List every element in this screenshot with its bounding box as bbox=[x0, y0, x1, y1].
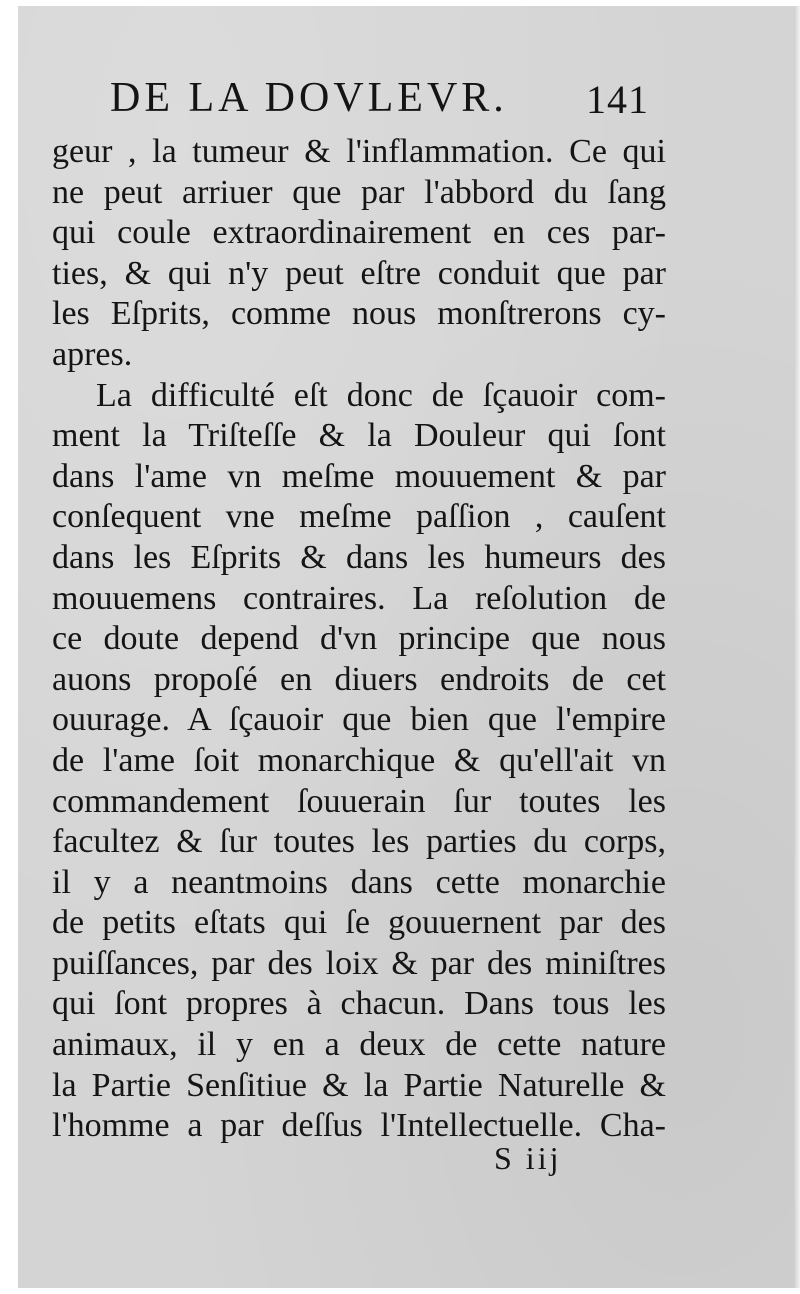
text-line: geur , la tumeur & l'inflammation. Ce qui bbox=[52, 133, 666, 170]
text-line: auons propoſé en diuers endroits de cet bbox=[52, 660, 666, 698]
text-line: la Partie Senſitiue & la Partie Naturelle & bbox=[52, 1066, 666, 1104]
text-line: les Eſprits, comme nous monſtrerons cy- bbox=[52, 295, 666, 333]
text-line: de l'ame ſoit monarchique & qu'ell'ait vn bbox=[52, 741, 666, 779]
text-line: commandement ſouuerain ſur toutes les bbox=[52, 782, 666, 820]
text-line: apres. bbox=[52, 335, 133, 373]
paragraph-first-line: La difficulté eſt donc de ſçauoir com- bbox=[96, 376, 666, 414]
body-text bbox=[52, 132, 666, 1147]
running-head bbox=[18, 74, 800, 134]
text-line: ment la Triſteſſe & la Douleur qui ſont bbox=[52, 417, 666, 455]
text-line: ne peut arriuer que par l'abbord du ſang bbox=[52, 173, 666, 211]
text-line: il y a neantmoins dans cette monarchie bbox=[52, 863, 666, 901]
text-line: facultez & ſur toutes les parties du corps, bbox=[52, 823, 666, 861]
text-line: puiſſances, par des loix & par des miniſtres bbox=[52, 944, 666, 982]
page-number: 141 bbox=[586, 77, 649, 122]
text-line: ties, & qui n'y peut eſtre conduit que par bbox=[52, 254, 666, 292]
text-line: de petits eſtats qui ſe gouuernent par des bbox=[52, 904, 666, 942]
text-line: ce doute depend d'vn principe que nous bbox=[52, 620, 666, 658]
page-edge bbox=[794, 6, 800, 1288]
text-line: dans les Eſprits & dans les humeurs des bbox=[52, 538, 666, 576]
running-title: DE LA DOVLEVR. bbox=[110, 75, 508, 121]
text-line: qui coule extraordinairement en ces par- bbox=[52, 214, 666, 252]
text-line: ouurage. A ſçauoir que bien que l'empire bbox=[52, 701, 666, 739]
text-line: mouuemens contraires. La reſolution de bbox=[52, 579, 666, 617]
signature-mark: S iij bbox=[494, 1140, 562, 1176]
text-line: qui ſont propres à chacun. Dans tous les bbox=[52, 985, 666, 1023]
text-line: conſequent vne meſme paſſion , cauſent bbox=[52, 498, 666, 536]
text-line: animaux, il y en a deux de cette nature bbox=[52, 1026, 666, 1064]
text-line: l'homme a par deſſus l'Intellectuelle. Cha- bbox=[52, 1107, 666, 1145]
book-page bbox=[18, 6, 800, 1288]
text-line: dans l'ame vn meſme mouuement & par bbox=[52, 457, 666, 495]
